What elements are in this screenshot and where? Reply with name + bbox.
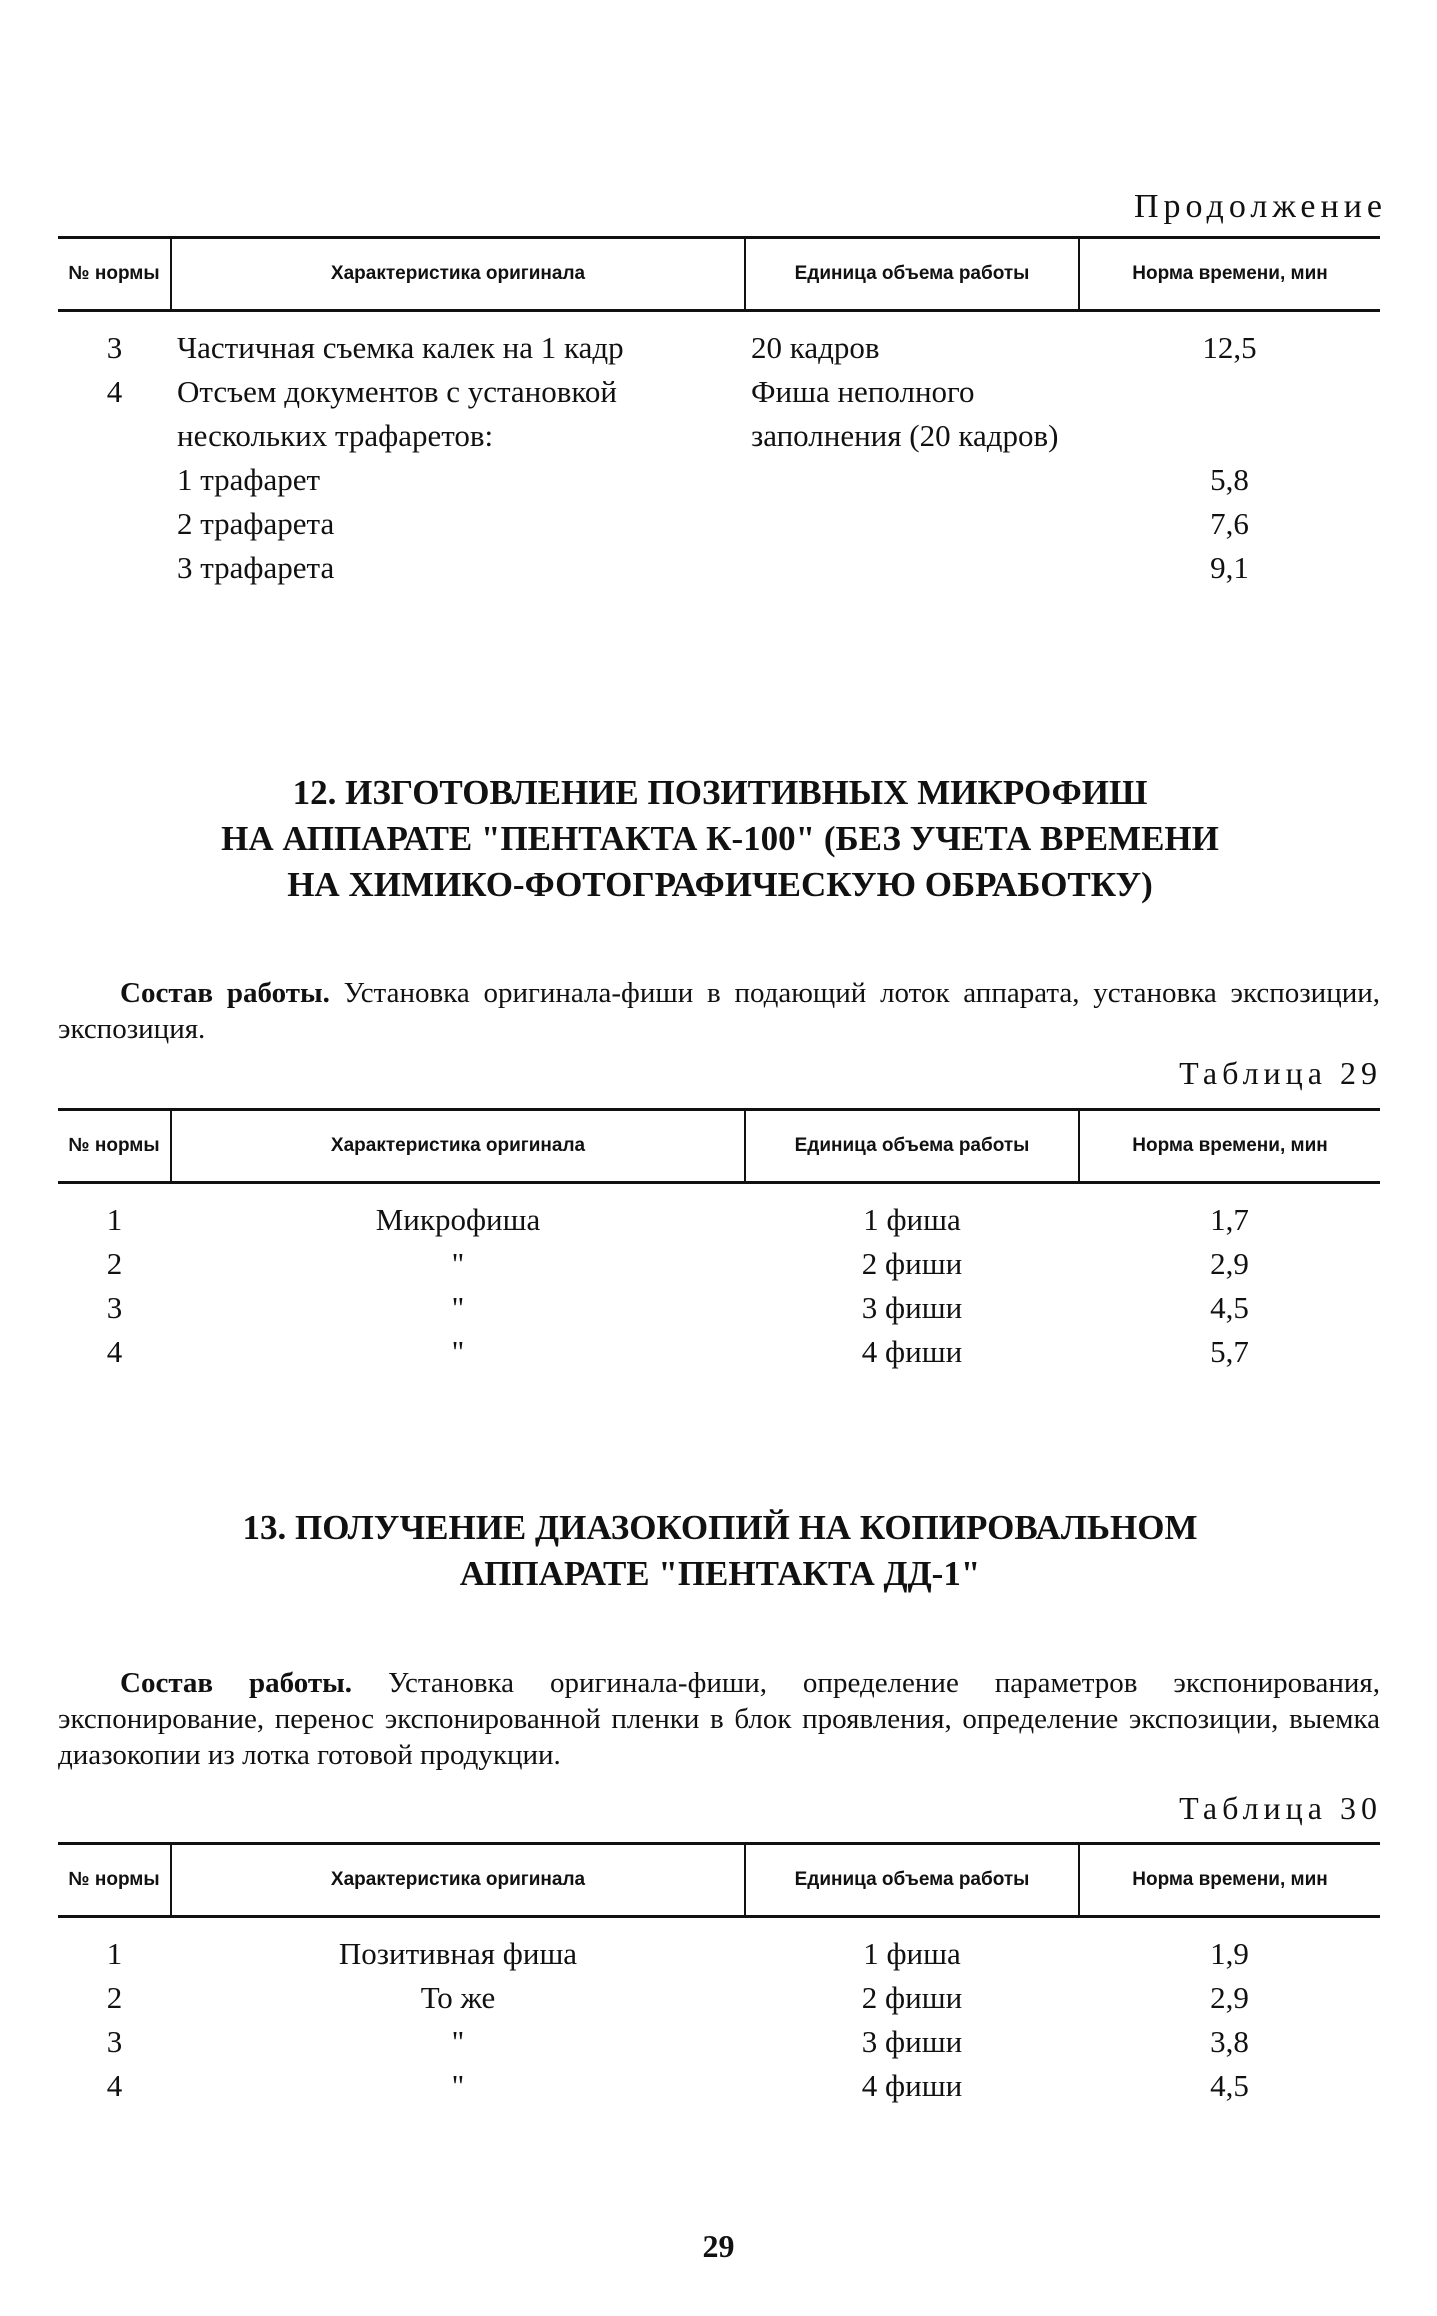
table-continued [58,236,1380,590]
header-char: Характеристика оригинала [171,1844,745,1917]
cell-norm: 1,9 [1210,1936,1249,1971]
table-row [58,370,1380,458]
cell-char: " [451,1246,465,1281]
cell-char: 2 трафарета [177,506,335,541]
table-row [58,546,1380,590]
section-12-title [60,770,1380,908]
cell-unit: 4 фиши [861,2068,963,2103]
cell-num: 4 [106,1334,123,1369]
cell-char: То же [420,1980,496,2015]
cell-char: Частичная съемка калек на 1 кадр [177,330,624,365]
cell-num [58,458,171,502]
table-row [58,1286,1380,1330]
cell-num: 4 [106,374,123,409]
cell-char: Микрофиша [375,1202,541,1237]
table-row [58,1976,1380,2020]
cell-num: 3 [106,330,123,365]
header-norm: Норма времени, мин [1079,1844,1380,1917]
cell-num: 1 [106,1202,123,1237]
header-char: Характеристика оригинала [171,1110,745,1183]
table-row [58,1917,1380,1977]
section-12-title-line3: НА ХИМИКО-ФОТОГРАФИЧЕСКУЮ ОБРАБОТКУ) [287,865,1153,904]
composition-text: Установка оригинала-фиши, определение параметров экспонирования, экспонирование, перенос экспонированной пленки в блок проявления, определение экспозиции, выемка диазокопии из лотка готовой продукции. [58,1667,1380,1771]
cell-unit: 2 фиши [861,1246,963,1281]
cell-unit: 4 фиши [861,1334,963,1369]
section-13-title-line1: 13. ПОЛУЧЕНИЕ ДИАЗОКОПИЙ НА КОПИРОВАЛЬНОМ [242,1508,1198,1547]
cell-unit: 20 кадров [751,330,880,365]
cell-char: 3 трафарета [177,550,335,585]
cell-char: " [451,2068,465,2103]
header-norm: Норма времени, мин [1079,238,1380,311]
composition-label: Состав работы. [120,1667,353,1699]
cell-norm: 12,5 [1202,330,1257,365]
section-13-title-line2: АППАРАТЕ "ПЕНТАКТА ДД-1" [459,1554,981,1593]
table-row [58,1183,1380,1243]
cell-norm: 4,5 [1210,1290,1249,1325]
section-13-composition [58,1665,1380,1773]
cell-unit: 1 фиша [863,1202,961,1237]
section-12-composition [58,975,1380,1047]
cell-unit: 3 фиши [861,2024,963,2059]
cell-char: Позитивная фиша [338,1936,578,1971]
header-char: Характеристика оригинала [171,238,745,311]
table-30 [58,1842,1380,2108]
cell-num [58,546,171,590]
composition-label: Состав работы. [120,977,330,1009]
table-row [58,311,1380,371]
section-12-title-line1: 12. ИЗГОТОВЛЕНИЕ ПОЗИТИВНЫХ МИКРОФИШ [292,773,1148,812]
cell-num: 1 [106,1936,123,1971]
table-row [58,502,1380,546]
cell-norm: 5,8 [1210,462,1249,497]
cell-norm: 3,8 [1210,2024,1249,2059]
cell-norm: 2,9 [1210,1980,1249,2015]
cell-num: 3 [106,2024,123,2059]
table-row [58,2020,1380,2064]
table-29 [58,1108,1380,1374]
cell-norm: 7,6 [1210,506,1249,541]
table-row [58,1242,1380,1286]
header-num: № нормы [58,1110,171,1183]
cell-num: 2 [106,1980,123,2015]
header-norm: Норма времени, мин [1079,1110,1380,1183]
header-num: № нормы [58,238,171,311]
cell-norm: 1,7 [1210,1202,1249,1237]
cell-num: 3 [106,1290,123,1325]
cell-norm: 9,1 [1210,550,1249,585]
cell-num: 2 [106,1246,123,1281]
header-unit: Единица объема работы [745,1844,1079,1917]
cell-unit: 1 фиша [863,1936,961,1971]
cell-char: " [451,2024,465,2059]
cell-num [58,502,171,546]
cell-unit [745,546,1079,590]
cell-char: " [451,1334,465,1369]
cell-char: Отсъем документов с установкой нескольких трафаретов: [177,374,617,453]
table-row [58,458,1380,502]
cell-norm: 2,9 [1210,1246,1249,1281]
table-30-label: Таблица 30 [1179,1790,1382,1826]
table-row [58,1330,1380,1374]
header-unit: Единица объема работы [745,1110,1079,1183]
header-num: № нормы [58,1844,171,1917]
section-12-title-line2: НА АППАРАТЕ "ПЕНТАКТА К-100" (БЕЗ УЧЕТА ВРЕМЕНИ [221,819,1219,858]
cell-unit [745,502,1079,546]
table-row [58,2064,1380,2108]
cell-char: 1 трафарет [177,462,321,497]
cell-unit [745,458,1079,502]
cell-norm: 4,5 [1210,2068,1249,2103]
cell-norm: 5,7 [1210,1334,1249,1369]
continuation-label: Продолжение [1133,188,1387,225]
cell-unit: Фиша неполного заполнения (20 кадров) [751,374,1059,453]
section-13-title [60,1505,1380,1597]
page-number: 29 [702,2228,735,2264]
cell-char: " [451,1290,465,1325]
cell-num: 4 [106,2068,123,2103]
cell-norm [1079,370,1380,458]
header-unit: Единица объема работы [745,238,1079,311]
composition-text: Установка оригинала-фиши в подающий лоток аппарата, установка экспозиции, экспозиция. [58,977,1381,1045]
table-29-label: Таблица 29 [1179,1055,1382,1091]
cell-unit: 3 фиши [861,1290,963,1325]
cell-unit: 2 фиши [861,1980,963,2015]
